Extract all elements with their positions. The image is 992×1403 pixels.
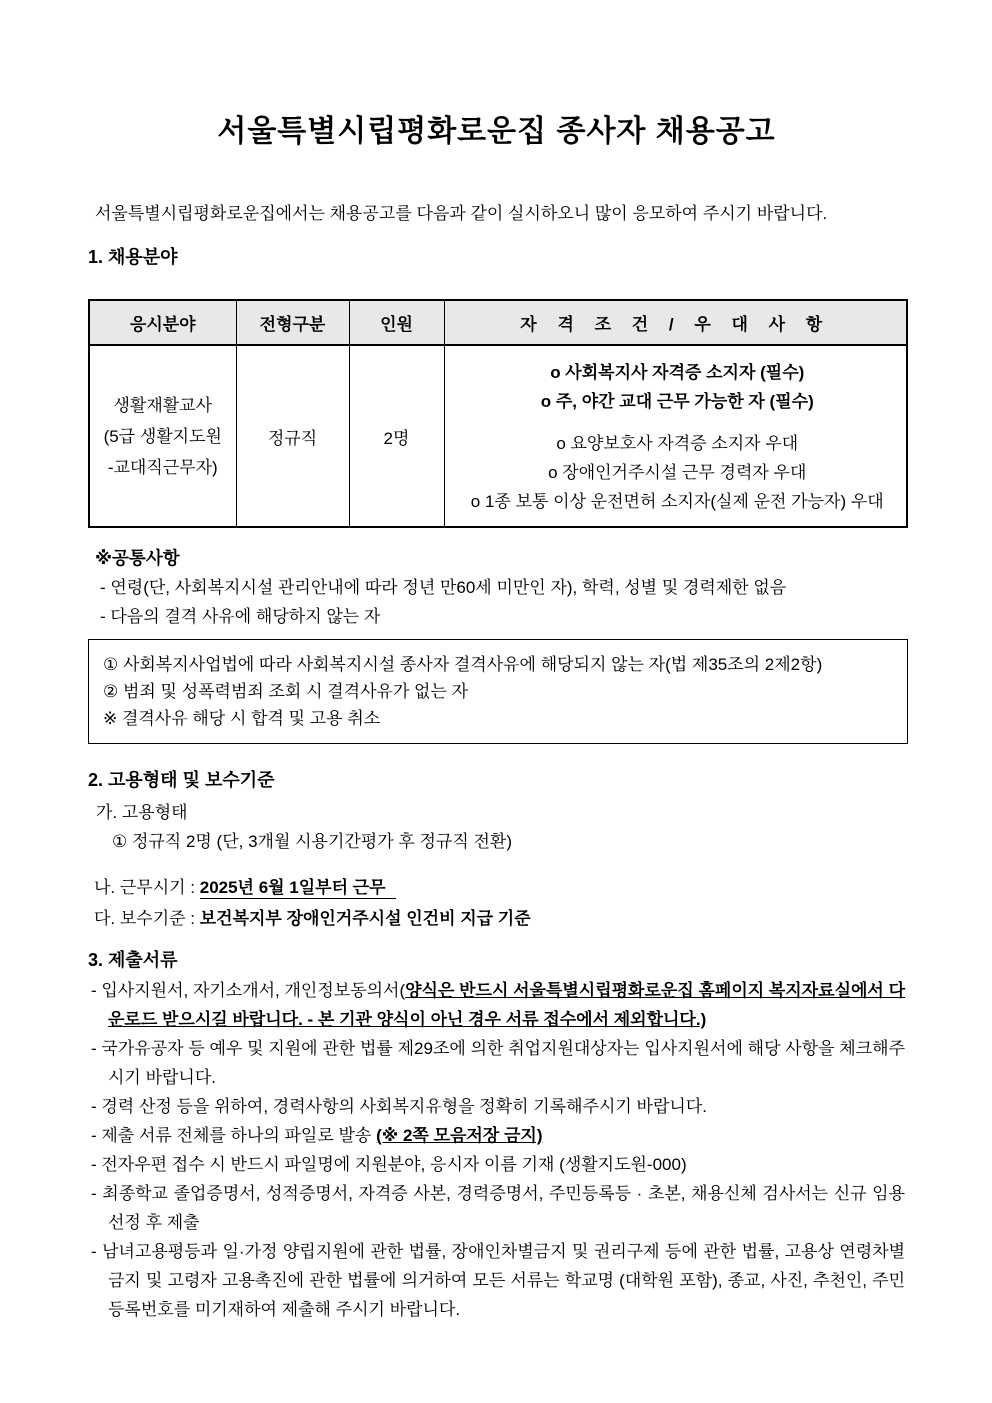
cell-type: 정규직 [236, 345, 349, 527]
submission-item [88, 1179, 905, 1237]
qualification-line: o 장애인거주시설 근무 경력자 우대 [548, 463, 807, 482]
pay-standard-line [88, 903, 905, 934]
submission-item-text: - 제출 서류 전체를 하나의 파일로 발송 [91, 1126, 377, 1145]
document-title: 서울특별시립평화로운집 종사자 채용공고 [217, 115, 776, 148]
submission-item-emphasis: 양식은 반드시 서울특별시립평화로운집 홈페이지 복지자료실에서 다운로드 받으시길 바랍니다. - 본 기관 양식이 아닌 경우 서류 접수에서 제외합니다.) [108, 981, 905, 1029]
submission-item-emphasis: (※ 2쪽 모음저장 금지) [376, 1126, 543, 1145]
header-field: 응시분야 [89, 300, 236, 345]
work-start-label: 나. 근무시기 : [94, 878, 200, 897]
section3-heading: 3. 제출서류 [88, 950, 178, 970]
header-qualifications: 자 격 조 건 / 우 대 사 항 [444, 300, 907, 345]
section2-heading: 2. 고용형태 및 보수기준 [88, 770, 275, 790]
qualification-required-group [457, 358, 899, 416]
box-line: ② 범죄 및 성폭력범죄 조회 시 결격사유가 없는 자 [103, 682, 469, 701]
work-start-value: 2025년 6월 1일부터 근무 [200, 878, 396, 899]
submission-item [88, 1121, 905, 1150]
pay-standard-value: 보건복지부 장애인거주시설 인건비 지급 기준 [199, 909, 531, 928]
field-line: (5급 생활지도원 [103, 426, 222, 446]
cell-field [89, 345, 236, 527]
box-line: ① 사회복지사업법에 따라 사회복지시설 종사자 결격사유에 해당되지 않는 자(법 제35조의 2제2항) [103, 655, 823, 674]
submission-item-text: - 전자우편 접수 시 반드시 파일명에 지원분야, 응시자 이름 기재 (생활지도원-000) [91, 1155, 687, 1174]
submission-item [88, 1092, 905, 1121]
common-notes [88, 544, 905, 631]
submission-item-text: - 최종학교 졸업증명서, 성적증명서, 자격증 사본, 경력증명서, 주민등록등 · 초본, 채용신체 검사서는 신규 임용 선정 후 제출 [91, 1184, 905, 1232]
table-row [89, 345, 907, 527]
section1-heading: 1. 채용분야 [88, 247, 178, 267]
recruitment-table [88, 299, 908, 528]
common-note-item: - 다음의 결격 사유에 해당하지 않는 자 [100, 607, 381, 626]
submission-item [88, 1237, 905, 1324]
submission-item-text: - 남녀고용평등과 일·가정 양립지원에 관한 법률, 장애인차별금지 및 권리구제 등에 관한 법률, 고용상 연령차별금지 및 고령자 고용촉진에 관한 법률에 의거하여 모든 서류는 학교명 (대학원 포함), 종교, 사진, 추천인, 주민등록번호를 미기재하여 제출해 주시기 바랍니다. [91, 1242, 905, 1319]
table-header-row [89, 300, 907, 345]
submission-item-text: - 입사지원서, 자기소개서, 개인정보동의서( [91, 981, 406, 1000]
box-line: ※ 결격사유 해당 시 합격 및 고용 취소 [103, 709, 381, 728]
submission-item [88, 1034, 905, 1092]
work-start-line [88, 872, 905, 903]
pay-standard-label: 다. 보수기준 : [94, 909, 200, 928]
qualification-line: o 주, 야간 교대 근무 가능한 자 (필수) [540, 392, 814, 411]
employment-type-item: ① 정규직 2명 (단, 3개월 시용기간평가 후 정규직 전환) [112, 832, 512, 851]
employment-type-label: 가. 고용형태 [96, 803, 188, 822]
qualification-line: o 사회복지사 자격증 소지자 (필수) [550, 363, 805, 382]
cell-qualifications [444, 345, 907, 527]
header-type: 전형구분 [236, 300, 349, 345]
qualification-preferred-group [457, 429, 899, 516]
field-line: 생활재활교사 [113, 395, 213, 415]
submission-item [88, 976, 905, 1034]
field-line: -교대직근무자) [107, 457, 218, 477]
submission-item [88, 1150, 905, 1179]
submission-item-text: - 경력 산정 등을 위하여, 경력사항의 사회복지유형을 정확히 기록해주시기 바랍니다. [91, 1097, 707, 1116]
qualification-line: o 1종 보통 이상 운전면허 소지자(실제 운전 가능자) 우대 [470, 492, 884, 511]
header-headcount: 인원 [349, 300, 444, 345]
cell-headcount: 2명 [349, 345, 444, 527]
intro-paragraph: 서울특별시립평화로운집에서는 채용공고를 다음과 같이 실시하오니 많이 응모하여 주시기 바랍니다. [95, 204, 828, 223]
common-notes-heading: ※공통사항 [95, 548, 180, 568]
disqualification-box [88, 639, 908, 744]
common-note-item: - 연령(단, 사회복지시설 관리안내에 따라 정년 만60세 미만인 자), 학력, 성별 및 경력제한 없음 [100, 578, 787, 597]
qualification-line: o 요양보호사 자격증 소지자 우대 [556, 434, 799, 453]
submission-list [88, 976, 905, 1324]
submission-item-text: - 국가유공자 등 예우 및 지원에 관한 법률 제29조에 의한 취업지원대상자는 입사지원서에 해당 사항을 체크해주시기 바랍니다. [91, 1039, 905, 1087]
